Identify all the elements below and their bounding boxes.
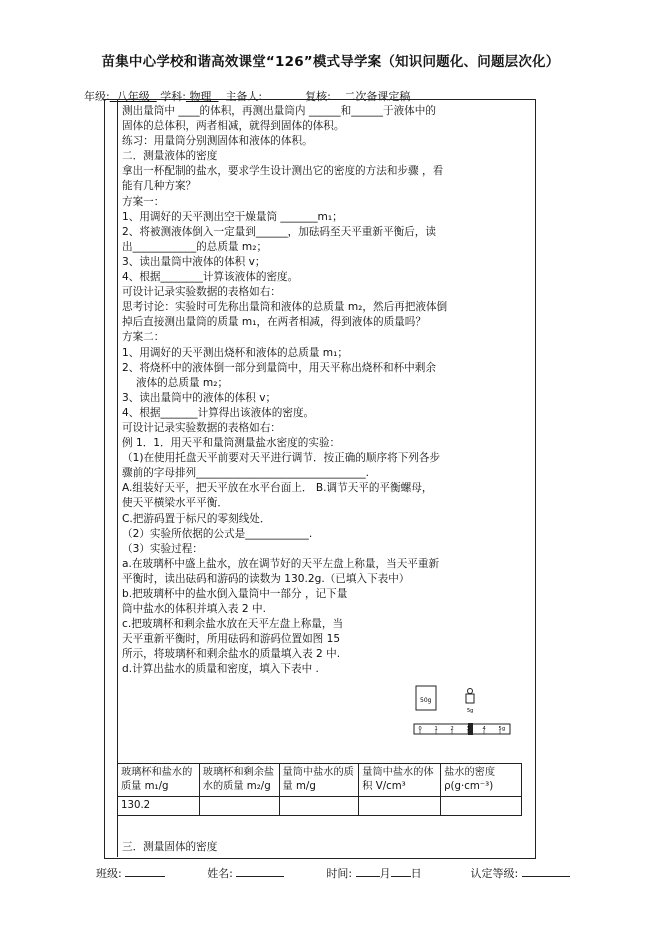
- text-line: A.组装好天平，把天平放在水平台面上． B.调节天平的平衡螺母，: [122, 482, 433, 495]
- revision-label: 二次备课定稿: [344, 90, 411, 103]
- scale-tick-label: 1: [434, 726, 438, 732]
- text-line: 2、将被测液体倒入一定量到______，加砝码至天平重新平衡后，读: [122, 225, 436, 238]
- table-row: [118, 797, 522, 816]
- header-cell: 量筒中盐水的体积 V/cm³: [359, 764, 441, 797]
- text-line: 3、读出量筒中的液体的体积 v；: [122, 391, 277, 404]
- name-field[interactable]: [236, 865, 284, 877]
- text-line: 固体的总体积，两者相减，就得到固体的体积。: [122, 120, 345, 133]
- table-header-row: [118, 764, 522, 797]
- text-line: d.计算出盐水的质量和密度，填入下表中 .: [122, 663, 319, 676]
- class-label: 班级:: [96, 867, 122, 880]
- text-line: 能有几种方案？: [122, 180, 197, 193]
- left-margin-line: [117, 99, 118, 857]
- text-line: b.把玻璃杯中的盐水倒入量筒中一部分 ，记下量: [122, 588, 348, 600]
- reviewer-label: 复核:: [305, 90, 331, 103]
- table-cell[interactable]: 130.2: [118, 797, 200, 816]
- text-line: 2、将烧杯中的液体倒一部分到量筒中，用天平称出烧杯和杯中剩余: [122, 361, 436, 374]
- time-label: 时间:: [326, 867, 353, 880]
- text-line: （1)在使用托盘天平前要对天平进行调节．按正确的顺序将下列各步: [122, 452, 441, 465]
- text-line: 拿出一杯配制的盐水，要求学生设计测出它的密度的方法和步骤 ，看: [122, 165, 444, 178]
- text-line: 骤前的字母排列________________________________.: [122, 467, 370, 480]
- text-line: 筒中盐水的体积并填入表 2 中.: [122, 603, 266, 616]
- text-line: C.把游码置于标尺的零刻线处．: [122, 512, 271, 525]
- weight-5g: [466, 694, 474, 703]
- text-line: 思考讨论：实验时可先称出量筒和液体的总质量 m₂，然后再把液体倒: [122, 301, 448, 314]
- table-cell[interactable]: [199, 797, 279, 816]
- scale-tick-label: 3: [466, 726, 470, 732]
- weight-5g-knob: [468, 689, 473, 694]
- grade-value: 八年级: [116, 90, 150, 103]
- scale-bar: [414, 724, 510, 734]
- text-line: 平衡时，读出砝码和游码的读数为 130.2g.（已填入下表中）: [122, 572, 410, 585]
- text-line: 天平重新平衡时，所用砝码和游码位置如图 15: [122, 633, 341, 646]
- footer: [96, 865, 570, 881]
- text-line: 例 1．1．用天平和量筒测量盐水密度的实验：: [122, 437, 341, 450]
- scale-unit-label: g: [502, 726, 506, 732]
- day-label: 日: [410, 867, 422, 880]
- section-heading: 二．测量液体的密度: [122, 150, 218, 163]
- subject-value: 物理: [189, 90, 212, 103]
- balance-figure: [408, 678, 514, 748]
- weight-5g-label: 5g: [467, 708, 474, 714]
- lesson-body: [122, 104, 526, 678]
- text-line: 4、根据________计算该液体的密度。: [122, 271, 299, 284]
- text-line: 测出量筒中 ____的体积，再测出量筒内 ______和______于液体中的: [122, 105, 436, 117]
- subject-label: 学科:: [160, 90, 186, 103]
- grade-label: 年级:: [84, 90, 110, 103]
- header-cell: 量筒中盐水的质量 m/g: [279, 764, 359, 797]
- page-title: 苗集中心学校和谐高效课堂“126”模式导学案（知识问题化、问题层次化）: [101, 54, 560, 70]
- text-line: 方案一：: [122, 195, 165, 208]
- section-heading: 三．测量固体的密度: [122, 841, 218, 853]
- month-field[interactable]: [356, 865, 380, 877]
- preparer-label: 主备人:: [225, 90, 263, 103]
- header-cell: 盐水的密度 ρ(g·cm⁻³): [441, 764, 522, 797]
- text-line: 所示，将玻璃杯和剩余盐水的质量填入表 2 中.: [122, 648, 341, 661]
- weight-50g-label: 50g: [420, 697, 432, 704]
- text-line: 方案二：: [122, 331, 165, 344]
- table-cell[interactable]: [279, 797, 359, 816]
- text-line: 1、用调好的天平测出空干燥量筒 _______m₁；: [122, 210, 343, 223]
- name-label: 姓名:: [207, 867, 233, 880]
- text-line: 4、根据_______计算得出该液体的密度。: [122, 406, 315, 419]
- text-line: 3、读出量筒中液体的体积 v；: [122, 255, 266, 268]
- scale-tick-label: 4: [482, 726, 486, 732]
- text-line: 掉后直接测出量筒的质量 m₁，在两者相减，得到液体的质量吗？: [122, 316, 426, 329]
- text-line: 出____________的总质量 m₂；: [122, 240, 268, 253]
- header-cell: 玻璃杯和盐水的质量 m₁/g: [118, 764, 200, 797]
- text-line: 1、用调好的天平测出烧杯和液体的总质量 m₁；: [122, 346, 348, 359]
- month-label: 月: [379, 867, 391, 880]
- header-cell: 玻璃杯和剩余盐水的质量 m₂/g: [199, 764, 279, 797]
- scale-tick-label: 2: [450, 726, 454, 732]
- text-line: 可设计记录实验数据的表格如右：: [122, 286, 281, 299]
- day-field[interactable]: [391, 865, 411, 877]
- text-line: 液体的总质量 m₂；: [136, 376, 229, 389]
- text-line: 练习：用量筒分别测固体和液体的体积。: [122, 135, 313, 148]
- table-cell[interactable]: [441, 797, 522, 816]
- text-line: （2）实验所依据的公式是____________.: [122, 527, 313, 540]
- class-field[interactable]: [125, 865, 165, 877]
- data-table: [117, 763, 522, 816]
- text-line: （3）实验过程：: [122, 542, 203, 555]
- text-line: 可设计记录实验数据的表格如右：: [122, 421, 281, 434]
- text-line: 使天平横梁水平平衡．: [122, 497, 228, 510]
- text-line: a.在玻璃杯中盛上盐水，放在调节好的天平左盘上称量，当天平重新: [122, 557, 440, 570]
- scale-tick-label: 5: [498, 726, 502, 732]
- text-line: c.把玻璃杯和剩余盐水放在天平左盘上称量，当: [122, 618, 344, 631]
- table-cell[interactable]: [359, 797, 441, 816]
- level-label: 认定等级:: [470, 867, 519, 880]
- scale-tick-label: 0: [418, 726, 422, 732]
- level-field[interactable]: [522, 865, 570, 877]
